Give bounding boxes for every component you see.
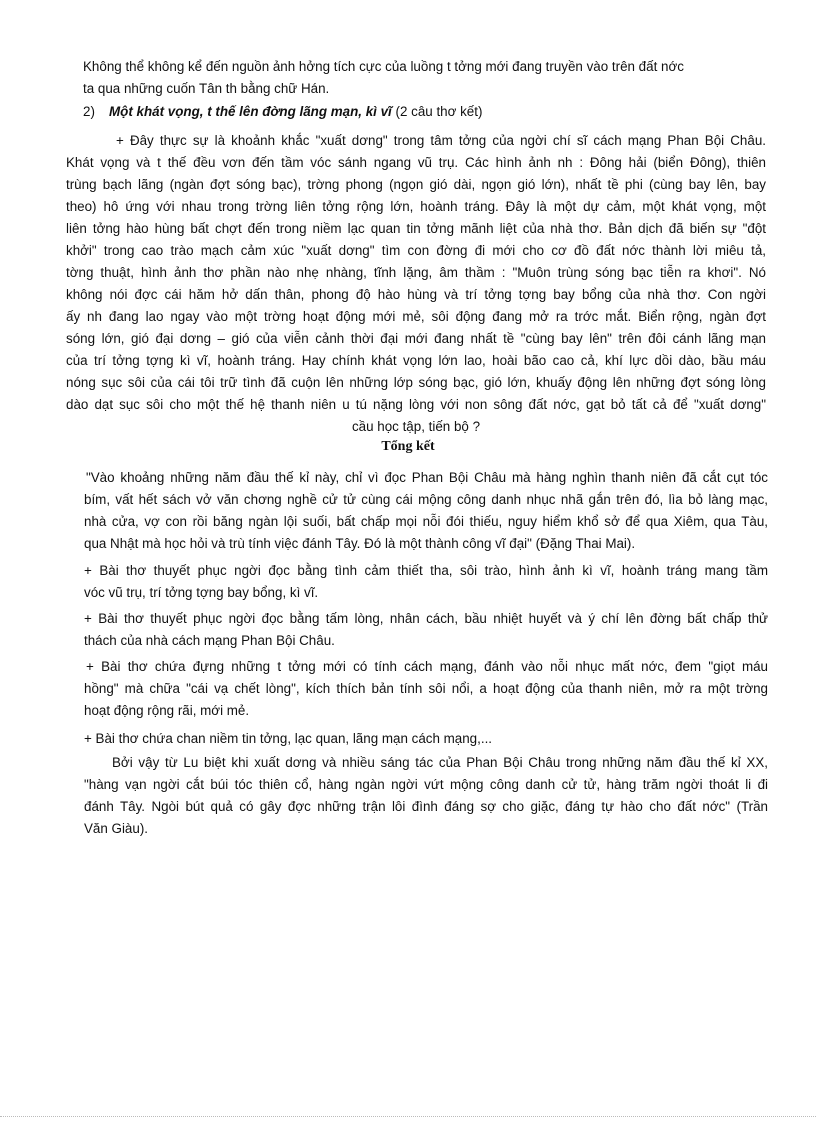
text-line: tờng thuật, hình ảnh thơ phần nào nhẹ nhàng, tĩnh lặng, âm thầm : "Muôn trùng sóng bạc tiễn ra khơi". Nó: [66, 265, 766, 280]
point-2-paragraph: [84, 608, 768, 652]
text-line: trùng bạch lãng (ngàn đợt sóng bạc), trờng phong (ngọn gió dài, ngọn gió lớn), nhất tề phi (cùng bay lên, bay: [66, 177, 766, 192]
text-line: của trí tởng tợng kì vĩ, hoành tráng. Hay chính khát vọng lớn lao, hoài bão cao cả, khí lực dồi dào, bầu máu: [66, 353, 766, 368]
text-line: "hàng vạn ngời cắt búi tóc thiên cổ, hàng ngàn ngời vứt mộng công danh cử tử, hàng trăm ngời thoát li đi: [84, 777, 768, 792]
text-line: + Bài thơ chứa chan niềm tin tởng, lạc quan, lãng mạn cách mạng,...: [84, 731, 493, 746]
analysis-paragraph: [66, 130, 766, 438]
text-line: qua Nhật mà học hỏi và trù tính việc đánh Tây. Đó là một thành công vĩ đại" (Đặng Thai Mai).: [84, 536, 636, 551]
quote-paragraph: [84, 467, 768, 555]
text-line: hồng" mà chữa "cái vạ chết lòng", kích thích bản tính sôi nổi, a hoạt động của thanh niên, mở ra một trờng: [84, 681, 768, 696]
intro-paragraph: [83, 56, 684, 100]
page-bottom-border: [0, 1116, 816, 1117]
text-line: + Bài thơ thuyết phục ngời đọc bằng tình cảm thiết tha, sôi trào, hình ảnh kì vĩ, hoành tráng mang tầm: [84, 563, 768, 578]
section-note: (2 câu thơ kết): [391, 104, 483, 119]
text-line: đánh Tây. Ngòi bút quả có gây đợc những trận lôi đình đáng sợ cho giặc, đáng tự hào cho đất nớc" (Trần: [84, 799, 768, 814]
text-line: bím, vất hết sách vở văn chơng nghề cử tử cùng cái mộng công danh nhục nhã gắn trên đó, lìa bỏ làng mạc,: [84, 492, 768, 507]
text-line: nhà cửa, vợ con rồi băng ngàn lội suối, bất chấp mọi nỗi đói thiếu, nguy hiểm khổ sở để qua Xiêm, qua Tàu,: [84, 514, 768, 529]
text-line: hoạt động rộng rãi, mới mẻ.: [84, 703, 250, 718]
text-line: + Bài thơ thuyết phục ngời đọc bằng tấm lòng, nhân cách, bầu nhiệt huyết và ý chí lên đờng bất chấp thử: [84, 611, 768, 626]
text-line: theo) hô ứng với nhau trong trờng liên tởng rộng lớn, hoành tráng. Đây là một dự cảm, một khát vọng, một: [66, 199, 766, 214]
point-1-paragraph: [84, 560, 768, 604]
text-line: sóng lớn, gió đại dơng – gió của viễn cảnh thời đại mới đang nhất tề "cùng bay lên" trên đôi cánh lãng mạn: [66, 331, 766, 346]
text-line: Văn Giàu).: [84, 821, 149, 836]
text-line: không nói đợc cái hăm hở dấn thân, phong độ hào hùng và trí tởng tợng bay bổng của nhà thơ. Con ngời: [66, 287, 766, 302]
section-number: 2): [83, 104, 95, 119]
text-line: cầu học tập, tiến bộ ?: [351, 419, 481, 434]
text-line: Không thể không kể đến nguồn ảnh hởng tích cực của luồng t tởng mới đang truyền vào trên đất nớc: [83, 59, 684, 74]
text-line: Khát vọng và t thế đều vơn đến tầm vóc sánh ngang vũ trụ. Các hình ảnh nh : Đông hải (biển Đông), thiên: [66, 155, 766, 170]
point-3-paragraph: [84, 656, 768, 722]
text-line: + Bài thơ chứa đựng những t tởng mới có tính cách mạng, đánh vào nỗi nhục mất nớc, đem "giọt máu: [86, 659, 768, 674]
section-title: Một khát vọng, t thế lên đờng lãng mạn, kì vĩ: [109, 104, 392, 119]
summary-title: Tổng kết: [381, 439, 435, 454]
section-2-heading: [83, 101, 482, 123]
point-4-paragraph: [84, 728, 492, 750]
text-line: Bởi vậy từ Lu biệt khi xuất dơng và nhiều sáng tác của Phan Bội Châu trong những năm đầu thế kỉ XX,: [112, 755, 768, 770]
text-line: "Vào khoảng những năm đầu thế kỉ này, chỉ vì đọc Phan Bội Châu mà hàng nghìn thanh niên đã cắt cụt tóc: [86, 470, 768, 485]
text-line: ta qua những cuốn Tân th bằng chữ Hán.: [83, 81, 330, 96]
text-line: ấy nh đang lao ngay vào một trờng hoạt động mới mẻ, sôi động đang mở ra trớc mắt. Biển rộng, ngàn đợt: [66, 309, 766, 324]
closing-paragraph: [84, 752, 768, 840]
text-line: vóc vũ trụ, trí tởng tợng bay bổng, kì vĩ.: [84, 585, 319, 600]
text-line: thách của nhà cách mạng Phan Bội Châu.: [84, 633, 335, 648]
text-line: + Đây thực sự là khoảnh khắc "xuất dơng" trong tâm tởng của ngời chí sĩ cách mạng Phan Bội Châu.: [116, 133, 766, 148]
text-line: liên tởng hào hùng bất chợt đến trong niềm lạc quan tin tởng mãnh liệt của nhà thơ. Bản dịch đã biến sự "đột: [66, 221, 766, 236]
text-line: nóng sục sôi của cái tôi trữ tình đã cuộn lên những lớp sóng bạc, gió lớn, khuấy động lên những đợt sóng lòng: [66, 375, 766, 390]
text-line: dào dạt sục sôi cho một thế hệ thanh niên u tú nặng lòng với non sông đất nớc, gạt bỏ tất cả để "xuất dơng": [66, 397, 766, 412]
text-line: khởi" trong cao trào mạch cảm xúc "xuất dơng" tìm con đờng đi mới cho cơ đồ đất nớc thành lời miêu tả,: [66, 243, 766, 258]
